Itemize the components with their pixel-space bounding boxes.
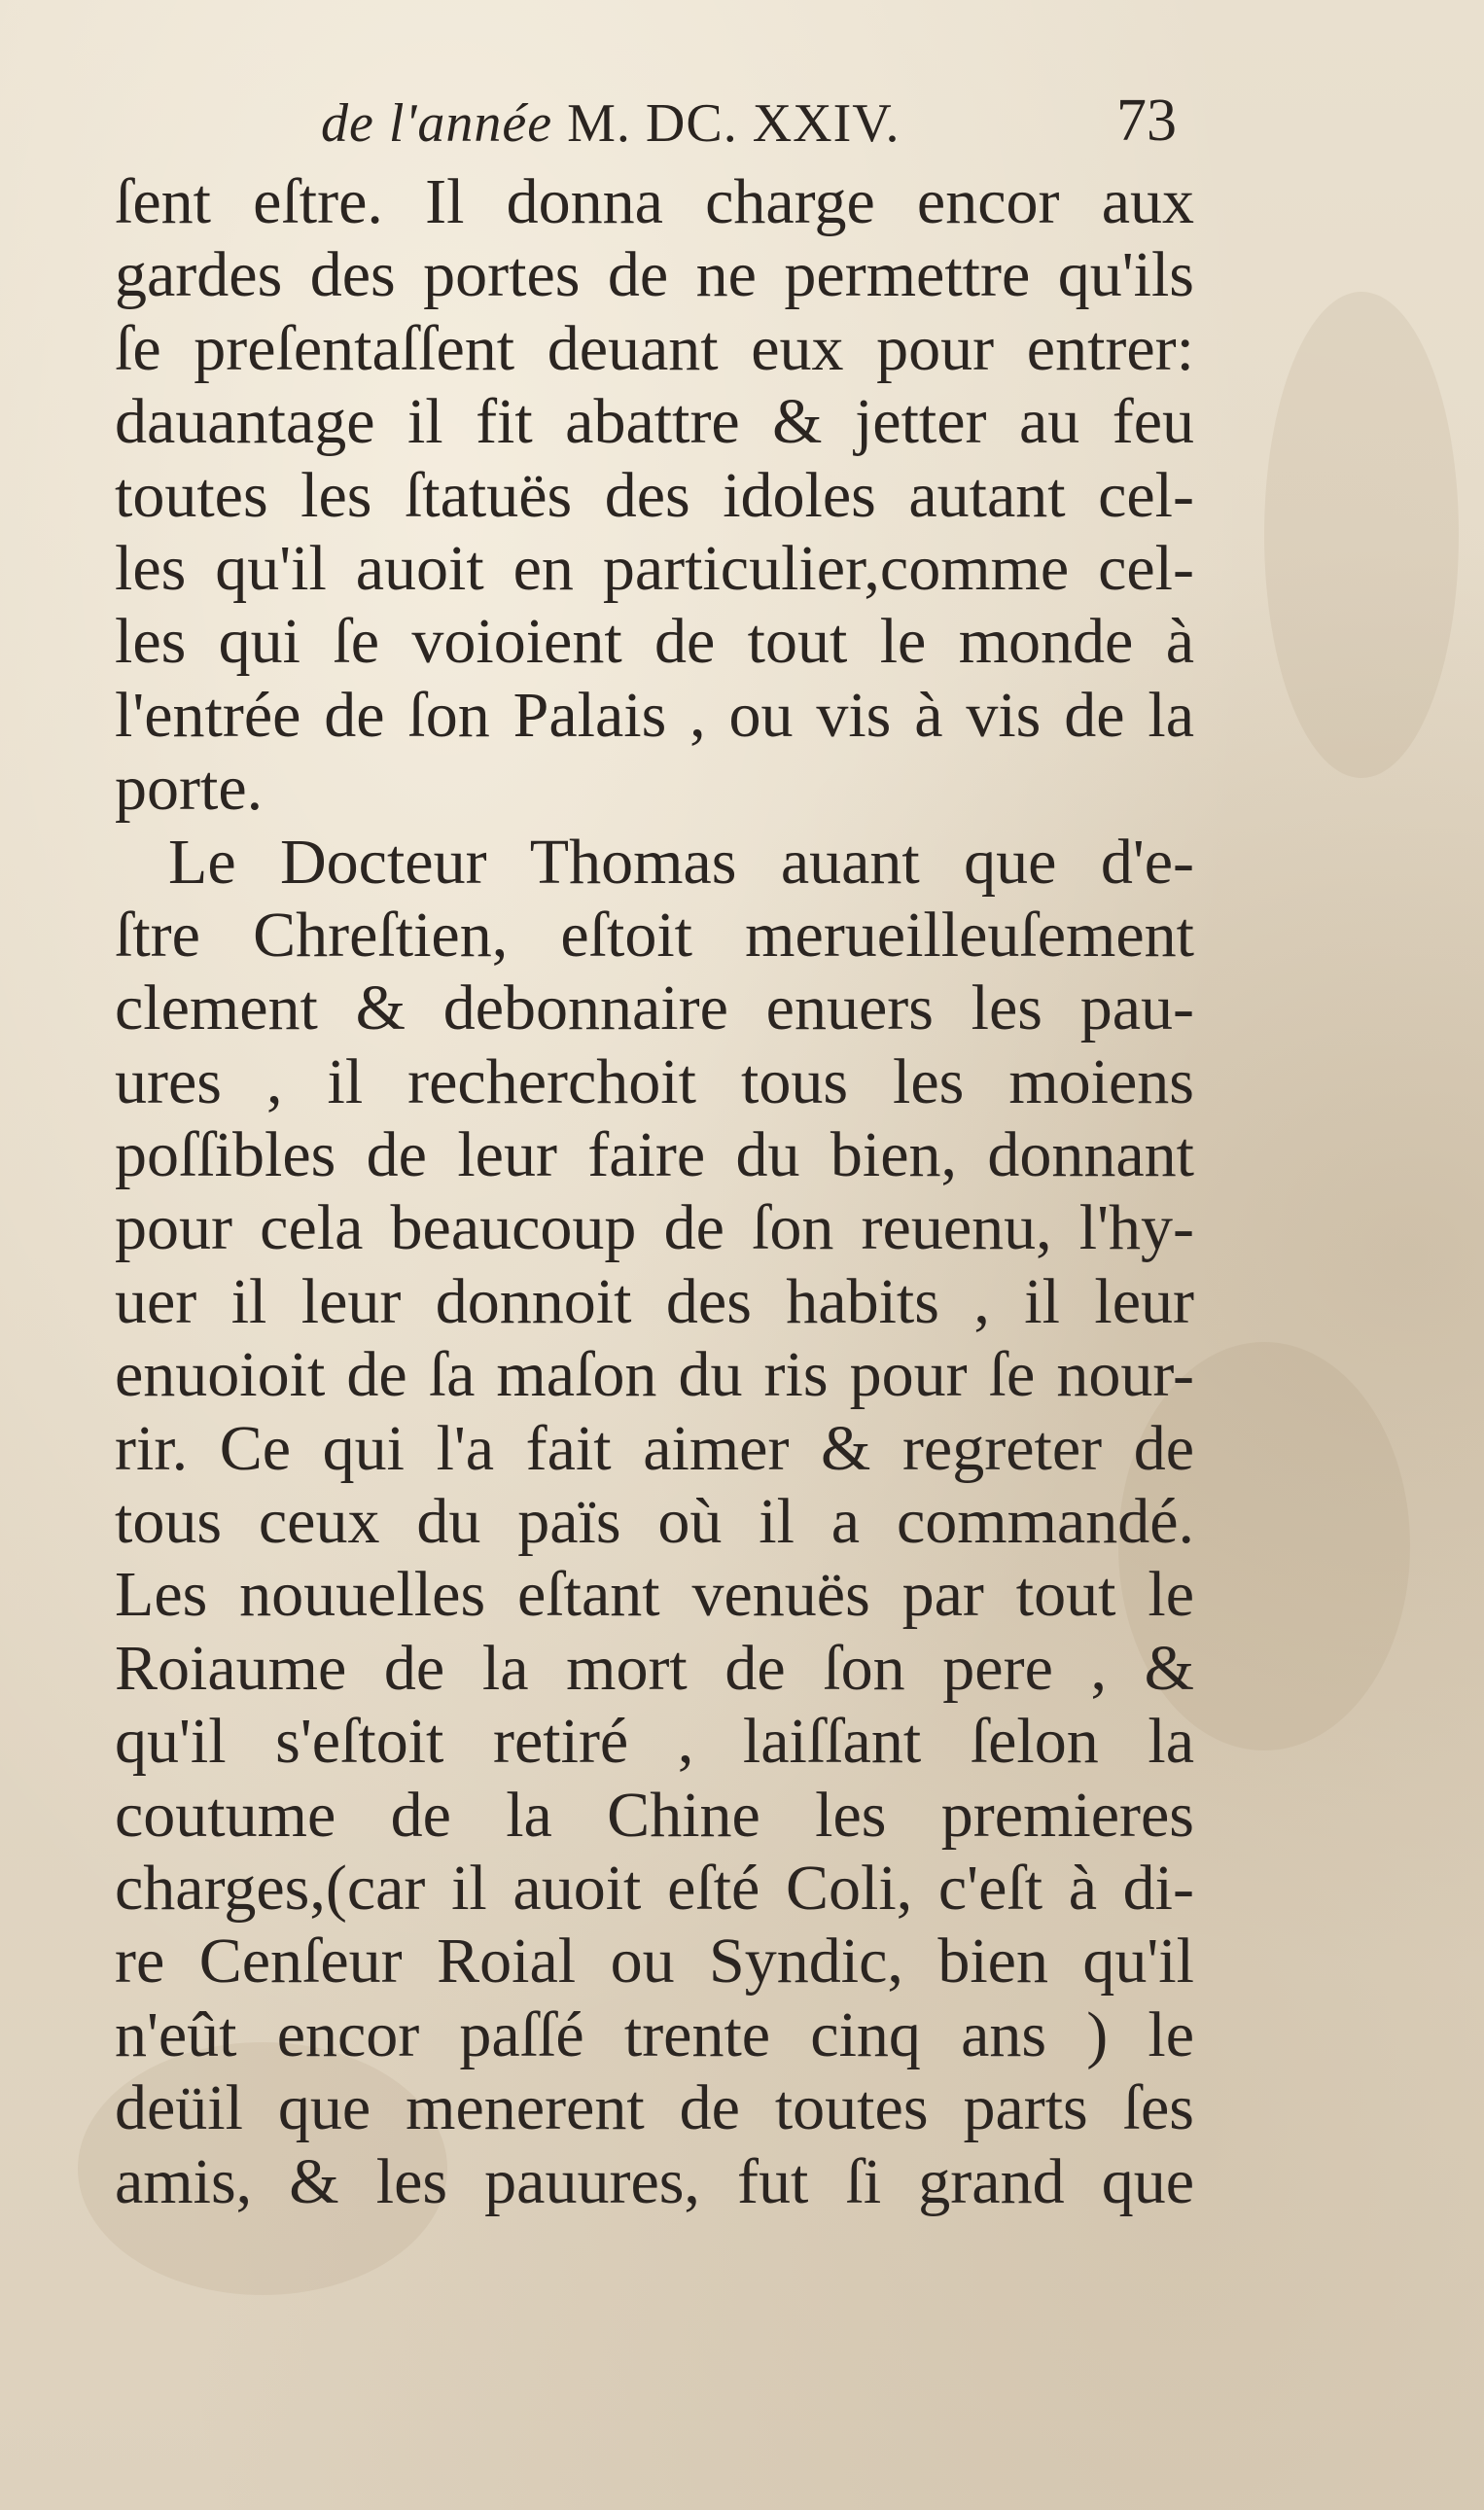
text-line: enuoioit de ſa maſon du ris pour ſe nour- xyxy=(115,1339,1194,1411)
text-line: n'eût encor paſſé trente cinq ans ) le xyxy=(115,1998,1194,2070)
text-line: tous ceux du païs où il a commandé. xyxy=(115,1486,1194,1558)
text-line: uer il leur donnoit des habits , il leur xyxy=(115,1265,1194,1337)
text-line: ſe preſentaſſent deuant eux pour entrer: xyxy=(115,312,1194,384)
text-line: Le Docteur Thomas auant que d'e- xyxy=(168,826,1194,898)
paragraph-2 xyxy=(115,826,1194,2218)
text-line: pour cela beaucoup de ſon reuenu, l'hy- xyxy=(115,1192,1194,1264)
text-line: rir. Ce qui l'a fait aimer & regreter de xyxy=(115,1412,1194,1484)
running-head-year: M. DC. XXIV. xyxy=(567,93,901,154)
running-head-italic: de l'année xyxy=(321,93,553,154)
page-header xyxy=(321,88,1196,170)
text-line: ures , il recherchoit tous les moiens xyxy=(115,1045,1194,1117)
text-line: gardes des portes de ne permettre qu'ils xyxy=(115,239,1194,311)
text-line: Les nouuelles eſtant venuës par tout le xyxy=(115,1559,1194,1631)
text-line: les qu'il auoit en particulier,comme cel- xyxy=(115,532,1194,604)
running-head xyxy=(321,92,900,155)
text-line: ſtre Chreſtien, eſtoit merueilleuſement xyxy=(115,899,1194,971)
text-line: Roiaume de la mort de ſon pere , & xyxy=(115,1632,1194,1704)
text-line: amis, & les pauures, fut ſi grand que xyxy=(115,2145,1194,2217)
text-line: l'entrée de ſon Palais , ou vis à vis de la xyxy=(115,679,1194,751)
text-line: coutume de la Chine les premieres xyxy=(115,1779,1194,1851)
paragraph-1 xyxy=(115,165,1194,826)
text-line: poſſibles de leur faire du bien, donnant xyxy=(115,1119,1194,1191)
text-line: charges,(car il auoit eſté Coli, c'eſt à di- xyxy=(115,1852,1194,1924)
text-line: clement & debonnaire enuers les pau- xyxy=(115,972,1194,1044)
paper-stain xyxy=(1264,292,1459,778)
text-line: re Cenſeur Roial ou Syndic, bien qu'il xyxy=(115,1926,1194,1997)
text-line: ſent eſtre. Il donna charge encor aux xyxy=(115,166,1194,237)
text-line: les qui ſe voioient de tout le monde à xyxy=(115,606,1194,678)
text-line: deüil que menerent de toutes parts ſes xyxy=(115,2072,1194,2144)
text-line: dauantage il fit abattre & jetter au feu xyxy=(115,386,1194,458)
text-line: porte. xyxy=(115,753,264,825)
body-text xyxy=(115,165,1194,2218)
text-line: qu'il s'eſtoit retiré , laiſſant ſelon la xyxy=(115,1706,1194,1778)
page-number: 73 xyxy=(1116,88,1177,154)
text-line: toutes les ſtatuës des idoles autant cel- xyxy=(115,459,1194,531)
